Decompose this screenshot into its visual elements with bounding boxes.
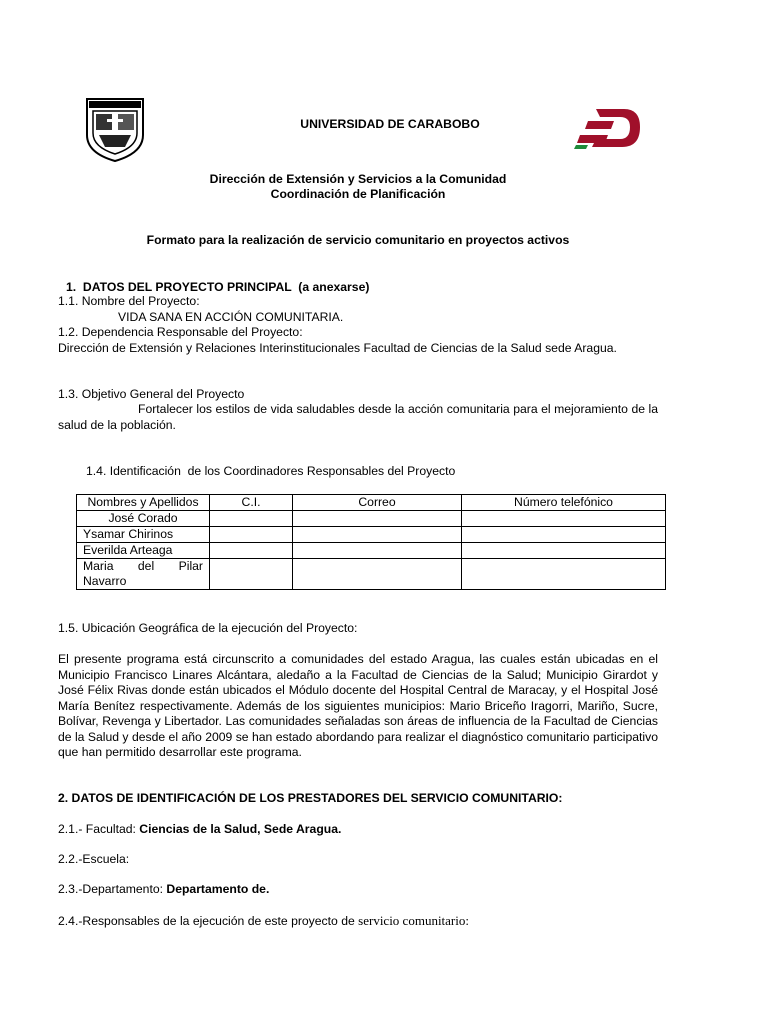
coordinator-name: Maria del Pilar Navarro (77, 559, 210, 590)
project-name-value: VIDA SANA EN ACCIÓN COMUNITARIA. (118, 310, 344, 324)
table-row (77, 559, 666, 590)
coordinator-phone (462, 543, 666, 559)
faculty-label: 2.1.- Facultad: (58, 822, 140, 836)
coordinator-phone (462, 511, 666, 527)
department-value: Departamento de. (166, 882, 270, 896)
coordinator-ci (210, 543, 293, 559)
coordinator-email (293, 543, 462, 559)
location-value: El presente programa está circunscrito a comunidades del estado Aragua, las cuales están ubicadas en el Municipio Francisco Linares Alcántara, aledaño a la Facultad de Ciencias de la Salud; Municipio Girardot y José Félix Rivas donde están ubicados el Módulo docente del Hospital Central de Maracay, y el Hospital José María Benítez respectivamente. Además de los siguientes municipios: Mario Briceño Iragorri, Mariño, Sucre, Bolívar, Revenga y Libertador. Las comunidades señaladas son áreas de influencia de la Facultad de Ciencias de la Salud y desde el año 2009 se han estado abordando para realizar el diagnóstico comunitario participativo que han permitido desarrollar este programa. (58, 652, 658, 759)
section-2-heading: 2. DATOS DE IDENTIFICACIÓN DE LOS PRESTADORES DEL SERVICIO COMUNITARIO: (58, 791, 563, 805)
department-label: 2.3.-Departamento: (58, 882, 167, 896)
col-header-email: Correo (293, 495, 462, 511)
objective-label: 1.3. Objetivo General del Proyecto (58, 387, 245, 401)
coordinator-phone (462, 559, 666, 590)
table-row (77, 511, 666, 527)
col-header-phone: Número telefónico (462, 495, 666, 511)
coordinator-phone (462, 527, 666, 543)
coordinator-email (293, 511, 462, 527)
coordinator-name: José Corado (77, 511, 210, 527)
extension-brand-logo (574, 105, 642, 151)
university-name: UNIVERSIDAD DE CARABOBO (300, 117, 480, 131)
format-title: Formato para la realización de servicio comunitario en proyectos activos (146, 233, 570, 247)
section-1-heading: 1. DATOS DEL PROYECTO PRINCIPAL (a anexarse) (66, 280, 370, 294)
table-row (77, 543, 666, 559)
col-header-ci: C.I. (210, 495, 293, 511)
location-label: 1.5. Ubicación Geográfica de la ejecución del Proyecto: (58, 621, 358, 635)
coordinators-label: 1.4. Identificación de los Coordinadores Responsables del Proyecto (86, 464, 456, 478)
project-name-label: 1.1. Nombre del Proyecto: (58, 294, 200, 308)
dependency-value: Dirección de Extensión y Relaciones Interinstitucionales Facultad de Ciencias de la Salud sede Aragua. (58, 341, 617, 355)
table-header-row (77, 495, 666, 511)
col-header-names: Nombres y Apellidos (77, 495, 210, 511)
coordinator-email (293, 527, 462, 543)
coordinator-name: Everilda Arteaga (77, 543, 210, 559)
coordinators-table (76, 494, 666, 590)
university-crest-logo (85, 97, 145, 163)
responsables-line (58, 913, 658, 930)
coordinator-ci (210, 511, 293, 527)
dependency-label: 1.2. Dependencia Responsable del Proyecto: (58, 325, 303, 339)
direction-title: Dirección de Extensión y Servicios a la Comunidad (209, 172, 507, 186)
coordinator-ci (210, 527, 293, 543)
responsables-label: 2.4.-Responsables de la ejecución de este proyecto de (58, 914, 359, 928)
coordinator-email (293, 559, 462, 590)
objective-value: Fortalecer los estilos de vida saludables desde la acción comunitaria para el mejoramiento de la salud de la población. (58, 402, 658, 432)
coordination-title: Coordinación de Planificación (270, 187, 446, 201)
responsables-value: servicio comunitario: (358, 913, 469, 928)
department-line (58, 882, 658, 898)
school-label: 2.2.-Escuela: (58, 852, 130, 866)
coordinator-ci (210, 559, 293, 590)
coordinator-name: Ysamar Chirinos (77, 527, 210, 543)
faculty-value: Ciencias de la Salud, Sede Aragua. (139, 822, 342, 836)
faculty-line (58, 822, 658, 838)
table-row (77, 527, 666, 543)
